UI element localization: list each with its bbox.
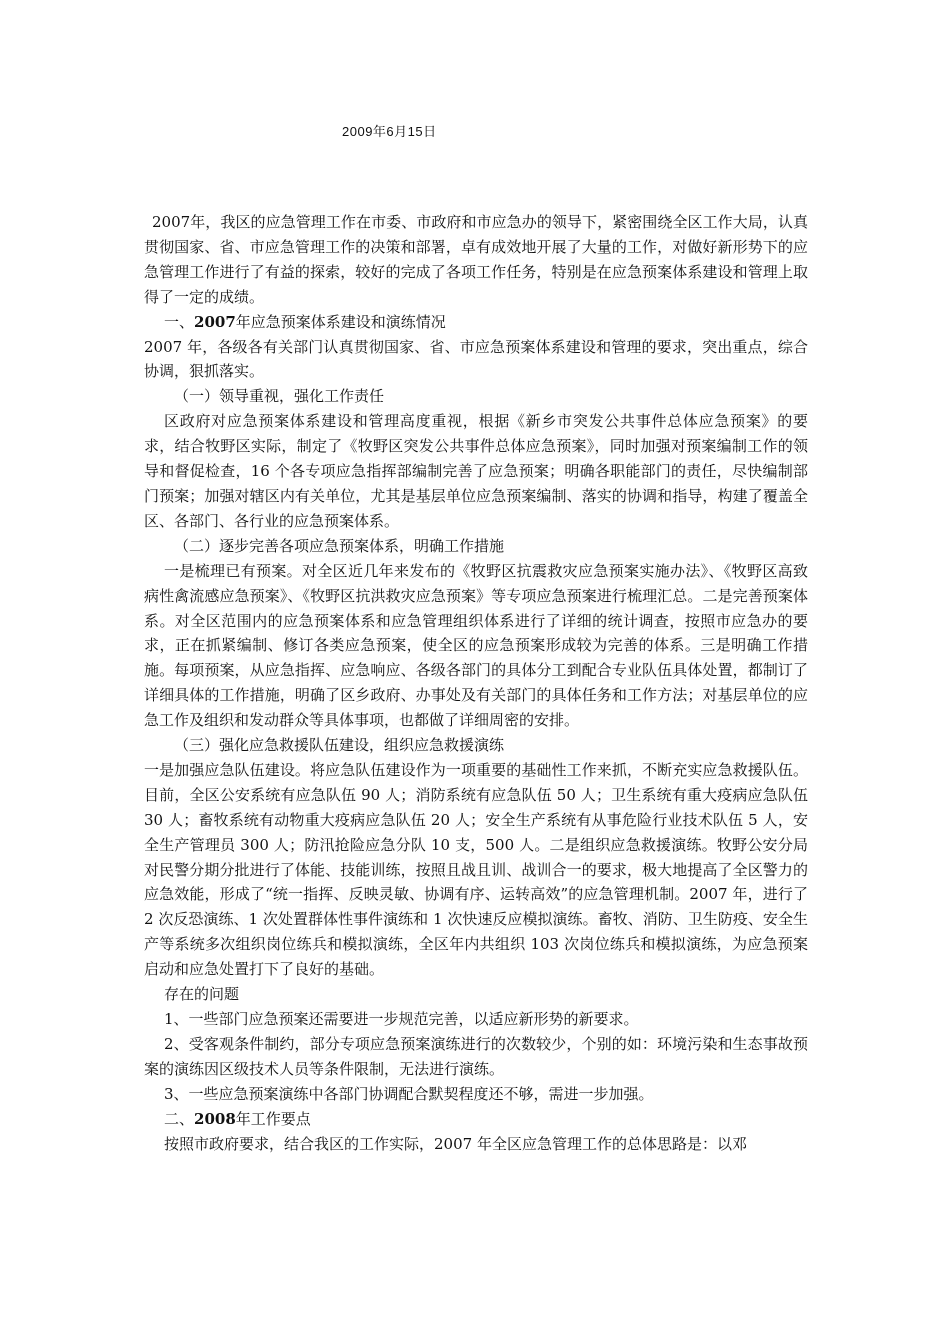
section-heading-1-year: 2007 [194,312,236,331]
section-heading-1-prefix: 一、 [164,312,195,331]
intro-paragraph: 2007年，我区的应急管理工作在市委、市政府和市应急办的领导下，紧密围绕全区工作大局，认真贯彻国家、省、市应急管理工作的决策和部署，卓有成效地开展了大量的工作，对做好新形势下的应急管理工作进行了有益的探索，较好的完成了各项工作任务，特别是在应急预案体系建设和管理上取得了一定的成绩。 [144,213,808,306]
document-date: 2009年6月15日 [342,124,437,139]
subsection-2-paragraph: 一是梳理已有预案。对全区近几年来发布的《牧野区抗震救灾应急预案实施办法》、《牧野区高致病性禽流感应急预案》、《牧野区抗洪救灾应急预案》等专项应急预案进行梳理汇总。二是完善预案体系。对全区范围内的应急预案体系和应急管理组织体系进行了详细的统计调查，按照市应急办的要求，正在抓紧编制、修订各类应急预案，使全区的应急预案形成较为完善的体系。三是明确工作措施。每项预案，从应急指挥、应急响应、各级各部门的具体分工到配合专业队伍具体处置，都制订了详细具体的工作措施，明确了区乡政府、办事处及有关部门的具体任务和工作方法；对基层单位的应急工作及组织和发动群众等具体事项，也都做了详细周密的安排。 [144,561,808,730]
subsection-heading-1: （一）领导重视，强化工作责任 [174,387,385,406]
section-heading-2 [144,1107,808,1132]
section-heading-1 [144,310,808,335]
section-heading-2-prefix: 二、 [164,1109,195,1128]
section-2-paragraph: 按照市政府要求，结合我区的工作实际，2007 年全区应急管理工作的总体思路是：以邓 [164,1134,747,1153]
problems-heading: 存在的问题 [164,985,240,1004]
problem-item-1: 1、一些部门应急预案还需要进一步规范完善，以适应新形势的新要求。 [164,1010,639,1028]
section-heading-1-title: 年应急预案体系建设和演练情况 [235,312,446,331]
document-body [144,210,808,1156]
subsection-heading-2: （二）逐步完善各项应急预案体系，明确工作措施 [174,536,505,555]
problem-item-3: 3、一些应急预案演练中各部门协调配合默契程度还不够，需进一步加强。 [164,1084,654,1103]
section-heading-2-year: 2008 [194,1109,236,1128]
subsection-1-paragraph: 区政府对应急预案体系建设和管理高度重视，根据《新乡市突发公共事件总体应急预案》的要求，结合牧野区实际，制定了《牧野区突发公共事件总体应急预案》，同时加强对预案编制工作的领导和督促检查，16 个各专项应急指挥部编制完善了应急预案；明确各职能部门的责任，尽快编制部门预案；加强对辖区内有关单位，尤其是基层单位应急预案编制、落实的协调和指导，构建了覆盖全区、各部门、各行业的应急预案体系。 [144,412,808,530]
section-1-summary: 2007 年，各级各有关部门认真贯彻国家、省、市应急预案体系建设和管理的要求，突出重点，综合协调，狠抓落实。 [144,337,808,381]
subsection-3-paragraph: 一是加强应急队伍建设。将应急队伍建设作为一项重要的基础性工作来抓，不断充实应急救援队伍。目前，全区公安系统有应急队伍 90 人；消防系统有应急队伍 50 人；卫生系统有重大疫病应急队伍 30 人；畜牧系统有动物重大疫病应急队伍 20 人；安全生产系统有从事危险行业技术队伍 5 人，安全生产管理员 300 人；防汛抢险应急分队 10 支，500 人。二是组织应急救援演练。牧野公安分局对民警分期分批进行了体能、技能训练，按照且战且训、战训合一的要求，极大地提高了全区警力的应急效能，形成了“统一指挥、反映灵敏、协调有序、运转高效”的应急管理机制。2007 年，进行了 2 次反恐演练、1 次处置群体性事件演练和 1 次快速反应模拟演练。畜牧、消防、卫生防疫、安全生产等系统多次组织岗位练兵和模拟演练，全区年内共组织 103 次岗位练兵和模拟演练，为应急预案启动和应急处置打下了良好的基础。 [144,760,808,979]
section-heading-2-title: 年工作要点 [235,1109,311,1128]
problem-item-2: 2、受客观条件制约，部分专项应急预案演练进行的次数较少，个别的如：环境污染和生态事故预案的演练因区级技术人员等条件限制，无法进行演练。 [144,1034,808,1078]
subsection-heading-3: （三）强化应急救援队伍建设，组织应急救援演练 [174,736,505,755]
